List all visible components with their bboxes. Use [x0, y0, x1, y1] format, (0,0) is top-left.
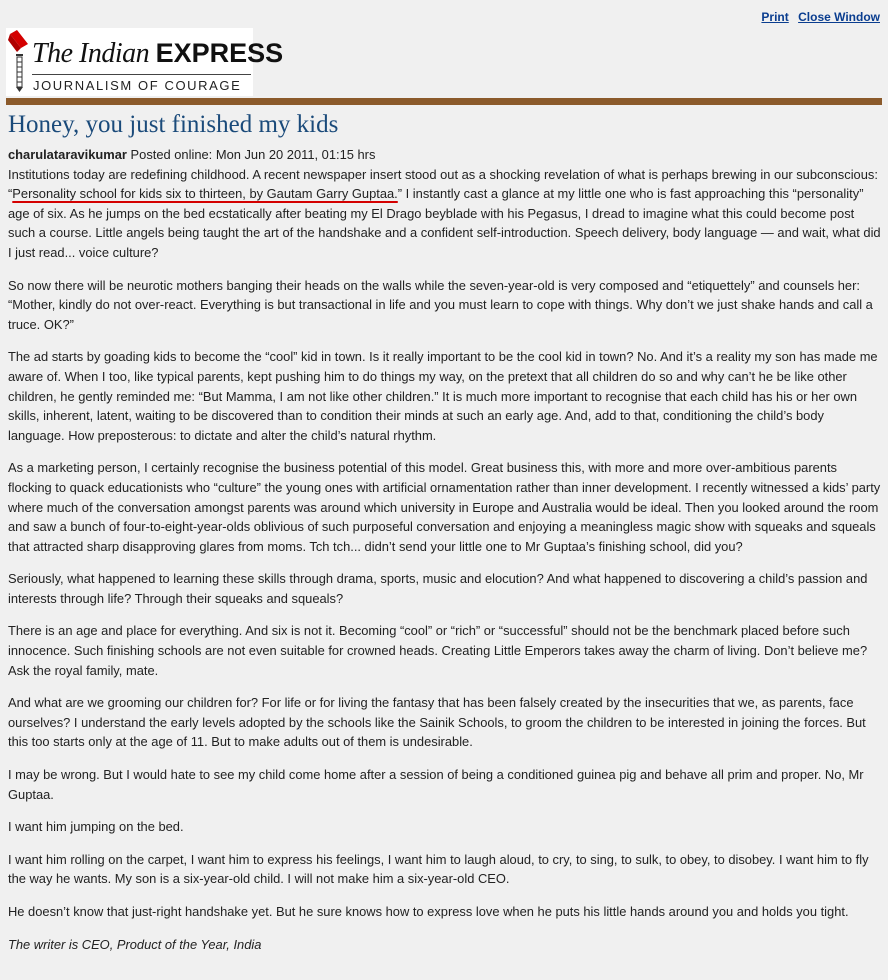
article-paragraph: As a marketing person, I certainly recognise the business potential of this model. Great business this, with more and more over-ambitious parents flocking to quack educationists who “culture” the young ones with artificial ornamentation rather than inner development. I recently witnessed a kids’ party where much of the conversation amongst parents was around which university in Europe and Australia would be ideal. Then you looked around the room and saw a bunch of four-to-eight-year-olds oblivious of such purposeful conversation and enjoying a meaningless magic show with squeaks and squeals that attracted sharp disapproving glares from moms. Tch tch... didn’t send your little one to Mr Guptaa’s finishing school, did you?	[8, 460, 881, 554]
article-paragraph: I want him jumping on the bed.	[8, 819, 184, 835]
article-paragraph: Seriously, what happened to learning these skills through drama, sports, music and elocution? And what happened to discovering a child’s passion and interests through life? Through their squeaks and squeals?	[8, 571, 868, 606]
article-body	[8, 145, 882, 967]
author-signoff: The writer is CEO, Product of the Year, India	[8, 936, 262, 952]
intro-text-start: Institutions today are redefining childhood. A recent newspaper insert stood out as a shocking revelation of what is perhaps brewing in our subconscious: “	[8, 166, 878, 202]
article-paragraph: I may be wrong. But I would hate to see my child come home after a session of being a conditioned guinea pig and behave all prim and proper. No, Mr Guptaa.	[8, 767, 864, 802]
logo-wordmark	[32, 38, 283, 70]
article-paragraph: And what are we grooming our children for? For life or for living the fantasy that has been falsely created by the insecurities that we, as parents, face ourselves? I understand the early levels adopted by the schools like the Sainik Schools, to groom the children to be interested in joining the forces. But this too starts only at the age of 11. But to make adults out of them is undesirable.	[8, 695, 866, 750]
article-paragraph: There is an age and place for everything. And six is not it. Becoming “cool” or “rich” or “successful” should not be the benchmark placed before such innocence. Such finishing schools are not even suitable for crowned heads. Creating Little Emperors takes away the charm of living. Don’t believe me? Ask the royal family, mate.	[8, 623, 868, 678]
close-window-link[interactable]: Close Window	[798, 10, 880, 24]
header-divider	[6, 98, 882, 105]
logo-express: EXPRESS	[155, 38, 284, 68]
logo-the-indian: The Indian	[32, 38, 150, 69]
article-intro-paragraph	[8, 145, 882, 263]
intro-text-end: ” I instantly cast a glance at my little one who is fast approaching this “personality” age of six. As he jumps on the bed ecstatically after beating my El Drago beyblade with his Pegasus, I dread to imagine what this could become post such a course. Little angels being taught the art of the handshake and a confident self-introduction. Speech delivery, body language — and wait, what did I just read... voice culture?	[8, 186, 881, 260]
indian-express-logo	[6, 28, 284, 96]
posted-date: Posted online: Mon Jun 20 2011, 01:15 hrs	[130, 147, 376, 162]
logo-rule	[32, 74, 251, 75]
article-paragraph: He doesn’t know that just-right handshake yet. But he sure knows how to express love when he puts his little hands around you and holds you tight.	[8, 904, 849, 919]
logo-tagline: JOURNALISM OF COURAGE	[33, 78, 242, 93]
article-paragraph: So now there will be neurotic mothers banging their heads on the walls while the seven-year-old is very composed and “etiquettely” and counsels her: “Mother, kindly do not over-react. Everything is but transactional in life and you must learn to cope with things. Why don’t we just shake hands and call a truce. OK?”	[8, 277, 873, 332]
article-paragraph: I want him rolling on the carpet, I want him to express his feelings, I want him to laugh aloud, to cry, to sing, to sulk, to obey, to disobey. I want him to fly the way he wants. My son is a six-year-old child. I will not make him a six-year-old CEO.	[8, 851, 869, 887]
top-links	[761, 10, 880, 24]
article-paragraph: The ad starts by goading kids to become the “cool” kid in town. Is it really important to be the cool kid in town? No. And it’s a reality my son has made me aware of. When I too, like typical parents, kept pushing him to do things my way, on the pretext that all children do so and why can’t he be like other children, he gently reminded me: “But Mamma, I am not like other children.” It is much more important to recognise that each child has his or her own skills, inherent, latent, waiting to be discovered than to condition their minds at such an early age. And, add to that, conditioning the child’s body language. How preposterous: to dictate and alter the child’s natural rhythm.	[8, 349, 878, 443]
author-name: charulataravikumar	[8, 147, 127, 162]
highlighted-quote: Personality school for kids six to thirteen, by Gautam Garry Guptaa.	[12, 186, 398, 202]
article-headline: Honey, you just finished my kids	[8, 111, 339, 138]
pen-nib-logo-icon	[8, 30, 30, 92]
print-link[interactable]: Print	[761, 10, 789, 24]
